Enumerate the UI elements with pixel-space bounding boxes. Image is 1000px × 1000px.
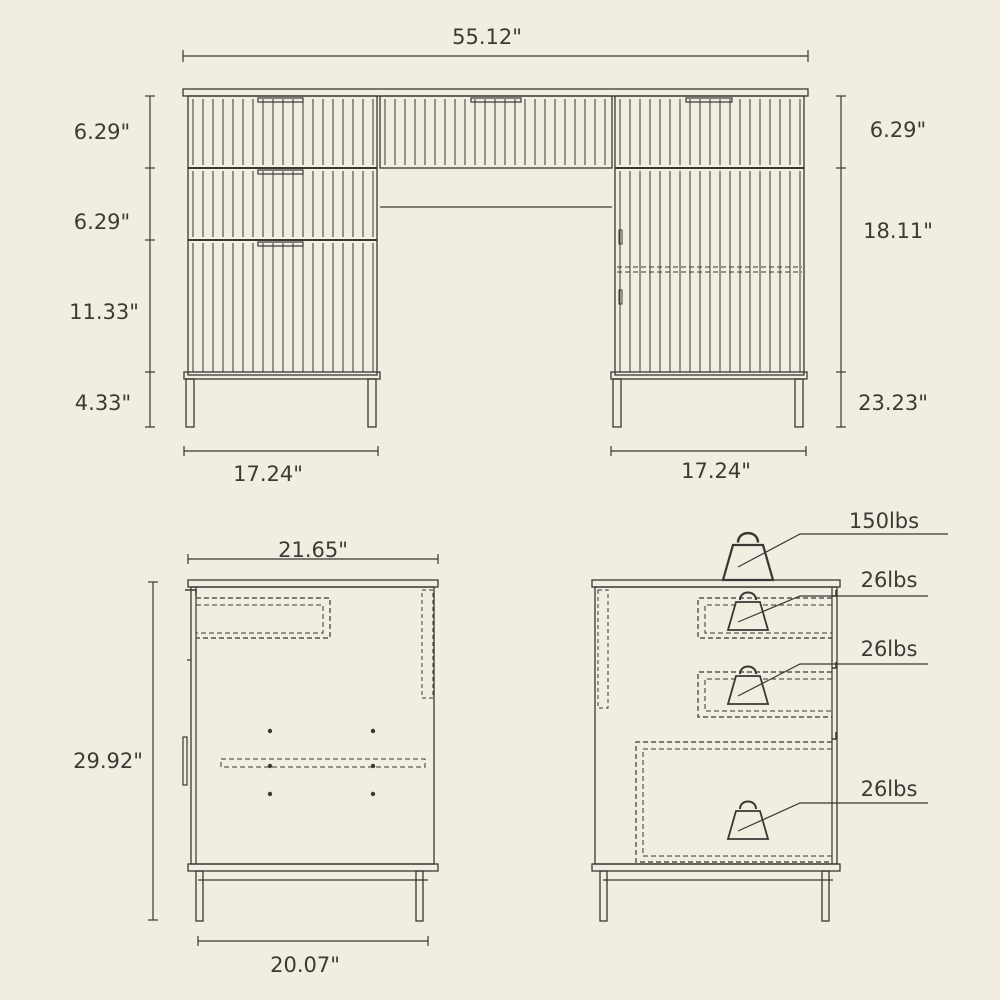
top-load-label: 150lbs — [848, 509, 920, 533]
drawer-3-load-label: 26lbs — [860, 777, 918, 801]
overall-width-label: 55.12" — [452, 25, 522, 49]
side-bottom-width-label: 20.07" — [270, 953, 340, 977]
front-view — [69, 25, 933, 486]
right-lower-height-label: 23.23" — [858, 391, 928, 415]
side-top-width-label: 21.65" — [278, 538, 348, 562]
load-capacity-view — [592, 509, 948, 921]
weight-bag-icon — [723, 533, 773, 580]
side-height-label: 29.92" — [73, 749, 143, 773]
right-drawer-height-label: 6.29" — [869, 118, 927, 142]
shelf-pin-hole — [268, 729, 272, 733]
shelf-pin-hole — [371, 792, 375, 796]
shelf-pin-hole — [268, 764, 272, 768]
drawer-1-load-label: 26lbs — [860, 568, 918, 592]
left-drawer-2-height-label: 6.29" — [73, 210, 131, 234]
left-pedestal-width-label: 17.24" — [233, 462, 303, 486]
shelf-pin-hole — [371, 764, 375, 768]
side-view — [73, 538, 438, 977]
drawer-2-load-label: 26lbs — [860, 637, 918, 661]
left-drawer-1-height-label: 6.29" — [73, 120, 131, 144]
left-leg-height-label: 4.33" — [74, 391, 132, 415]
fluted-slats — [193, 99, 800, 372]
shelf-pin-hole — [268, 792, 272, 796]
shelf-pin-hole — [371, 729, 375, 733]
left-drawer-3-height-label: 11.33" — [69, 300, 139, 324]
right-door-height-label: 18.11" — [863, 219, 933, 243]
right-pedestal-width-label: 17.24" — [681, 459, 751, 483]
